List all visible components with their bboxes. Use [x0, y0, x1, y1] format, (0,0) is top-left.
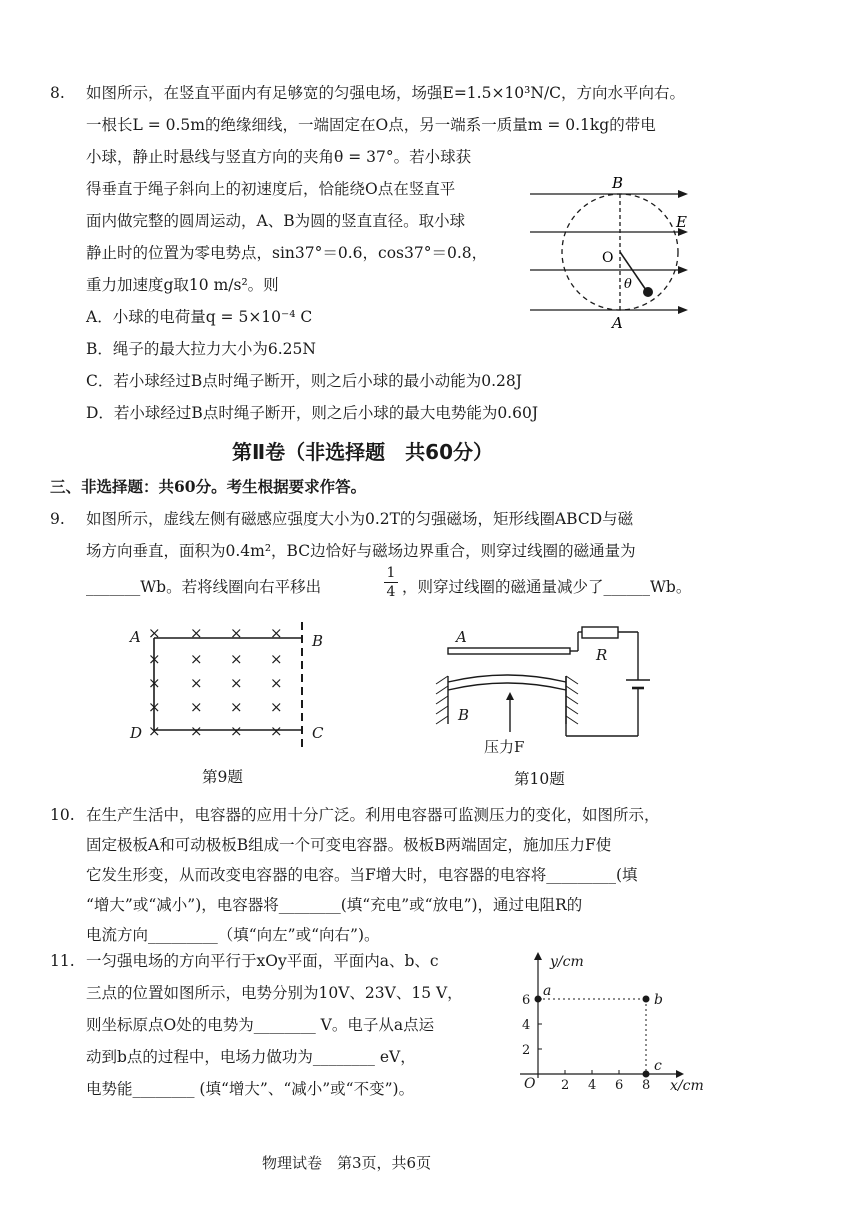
- q9-label-d: D: [130, 724, 143, 742]
- q9-cross: ×: [190, 722, 203, 740]
- q8-line-6: 静止时的位置为零电势点，sin37°＝0.6，cos37°＝0.8，: [86, 244, 488, 262]
- q8-label-e: E: [676, 213, 687, 231]
- q9-cross: ×: [148, 674, 161, 692]
- q8-figure: [528, 172, 698, 332]
- q11-point-label-a: a: [543, 983, 552, 999]
- q8-label-b: B: [612, 174, 624, 192]
- q10-line-3: 它发生形变，从而改变电容器的电容。当F增大时，电容器的电容将_________(填: [86, 866, 638, 884]
- q11-point-a: [535, 996, 542, 1003]
- q11-xtick-label: 2: [561, 1078, 570, 1093]
- q8-line-1: 如图所示，在竖直平面内有足够宽的匀强电场，场强E=1.5×10³N/C，方向水平向右。: [86, 84, 686, 102]
- q11-point-b: [643, 996, 650, 1003]
- q9-cross: ×: [148, 624, 161, 642]
- q10-label-a: A: [456, 628, 467, 646]
- q11-line-1: 一匀强电场的方向平行于xOy平面，平面内a、b、c: [86, 952, 439, 970]
- q11-ylabel: y/cm: [550, 954, 584, 970]
- q11-line-3: 则坐标原点O处的电势为________ V。电子从a点运: [86, 1016, 435, 1034]
- q10-label-force: 压力F: [484, 738, 525, 756]
- q8-label-theta: θ: [624, 277, 632, 292]
- q9-cross: ×: [230, 722, 243, 740]
- q8-option-d: D．若小球经过B点时绳子断开，则之后小球的最大电势能为0.60J: [86, 404, 539, 422]
- q9-cross: ×: [230, 624, 243, 642]
- q10-line-1: 在生产生活中，电容器的应用十分广泛。利用电容器可监测压力的变化，如图所示，: [86, 806, 660, 824]
- q11-point-label-c: c: [654, 1058, 662, 1074]
- q11-xtick-label: 4: [588, 1078, 597, 1093]
- q11-xtick-label: 6: [615, 1078, 624, 1093]
- q10-label-b: B: [458, 706, 470, 724]
- q10-figure: [432, 624, 662, 764]
- q9-cross: ×: [270, 624, 283, 642]
- q9-line-3b: ，则穿过线圈的磁通量减少了______Wb。: [402, 578, 692, 596]
- q9-cross: ×: [190, 674, 203, 692]
- q9-cross: ×: [190, 698, 203, 716]
- q10-line-2: 固定极板A和可动极板B组成一个可变电容器。极板B两端固定，施加压力F使: [86, 836, 612, 854]
- q9-fraction-denominator: 4: [386, 584, 396, 600]
- q9-cross: ×: [270, 674, 283, 692]
- q9-cross: ×: [230, 698, 243, 716]
- q11-graph: [510, 952, 710, 1092]
- q9-label-a: A: [130, 628, 141, 646]
- q8-line-4: 得垂直于绳子斜向上的初速度后，恰能绕O点在竖直平: [86, 180, 456, 198]
- q11-number: 11.: [50, 952, 75, 970]
- q9-cross: ×: [230, 650, 243, 668]
- q8-line-3: 小球，静止时悬线与竖直方向的夹角θ = 37°。若小球获: [86, 148, 472, 166]
- q10-label-r: R: [596, 646, 608, 664]
- section-3-heading: 三、非选择题：共60分。考生根据要求作答。: [50, 477, 367, 496]
- q9-label-b: B: [312, 632, 324, 650]
- q11-point-label-b: b: [654, 992, 663, 1008]
- q9-cross: ×: [148, 698, 161, 716]
- q9-line-3a: _______Wb。若将线圈向右平移出: [86, 578, 322, 596]
- q9-cross: ×: [190, 650, 203, 668]
- q9-cross: ×: [270, 698, 283, 716]
- q8-number: 8.: [50, 84, 65, 102]
- q11-xtick-label: 8: [642, 1078, 651, 1093]
- page-footer: 物理试卷 第3页，共6页: [262, 1154, 432, 1172]
- q10-number: 10.: [50, 806, 75, 824]
- q8-line-5: 面内做完整的圆周运动，A、B为圆的竖直直径。取小球: [86, 212, 466, 230]
- q11-line-2: 三点的位置如图所示，电势分别为10V、23V、15 V，: [86, 984, 463, 1002]
- q9-cross: ×: [270, 650, 283, 668]
- q11-point-c: [643, 1071, 650, 1078]
- q8-option-a: A．小球的电荷量q = 5×10⁻⁴ C: [86, 308, 313, 326]
- q8-line-2: 一根长L = 0.5m的绝缘细线，一端固定在O点，另一端系一质量m = 0.1kg的带电: [86, 116, 656, 134]
- q9-number: 9.: [50, 510, 65, 528]
- q8-label-o: O: [602, 250, 614, 266]
- q9-fraction: [384, 564, 398, 601]
- q11-ytick-label: 2: [522, 1043, 531, 1058]
- q9-line-1: 如图所示，虚线左侧有磁感应强度大小为0.2T的匀强磁场，矩形线圈ABCD与磁: [86, 510, 634, 528]
- q8-option-b: B．绳子的最大拉力大小为6.25N: [86, 340, 316, 358]
- q9-label-c: C: [312, 724, 324, 742]
- q11-line-5: 电势能________ (填“增大”、“减小”或“不变”)。: [86, 1080, 415, 1098]
- part2-title: 第Ⅱ卷（非选择题 共60分）: [232, 440, 494, 464]
- q9-cross: ×: [148, 650, 161, 668]
- q10-caption: 第10题: [514, 770, 565, 788]
- q11-line-4: 动到b点的过程中，电场力做功为________ eV，: [86, 1048, 416, 1066]
- q9-fraction-numerator: 1: [384, 564, 398, 583]
- q9-line-2: 场方向垂直，面积为0.4m²，BC边恰好与磁场边界重合，则穿过线圈的磁通量为: [86, 542, 636, 560]
- q9-cross: ×: [270, 722, 283, 740]
- q9-figure: [126, 622, 336, 752]
- q9-cross: ×: [148, 722, 161, 740]
- q8-label-a: A: [612, 314, 623, 332]
- q11-xlabel: x/cm: [670, 1078, 704, 1094]
- q11-origin-label: O: [524, 1076, 536, 1092]
- q10-line-5: 电流方向_________（填“向左”或“向右”)。: [86, 926, 380, 944]
- q9-cross: ×: [230, 674, 243, 692]
- q11-ytick-label: 6: [522, 993, 531, 1008]
- q8-option-c: C．若小球经过B点时绳子断开，则之后小球的最小动能为0.28J: [86, 372, 522, 390]
- q11-ytick-label: 4: [522, 1018, 531, 1033]
- q9-cross: ×: [190, 624, 203, 642]
- q9-caption: 第9题: [202, 768, 243, 786]
- q8-line-7: 重力加速度g取10 m/s²。则: [86, 276, 279, 294]
- q10-line-4: “增大”或“减小”)，电容器将________(填“充电”或“放电”)，通过电阻R的: [86, 896, 583, 914]
